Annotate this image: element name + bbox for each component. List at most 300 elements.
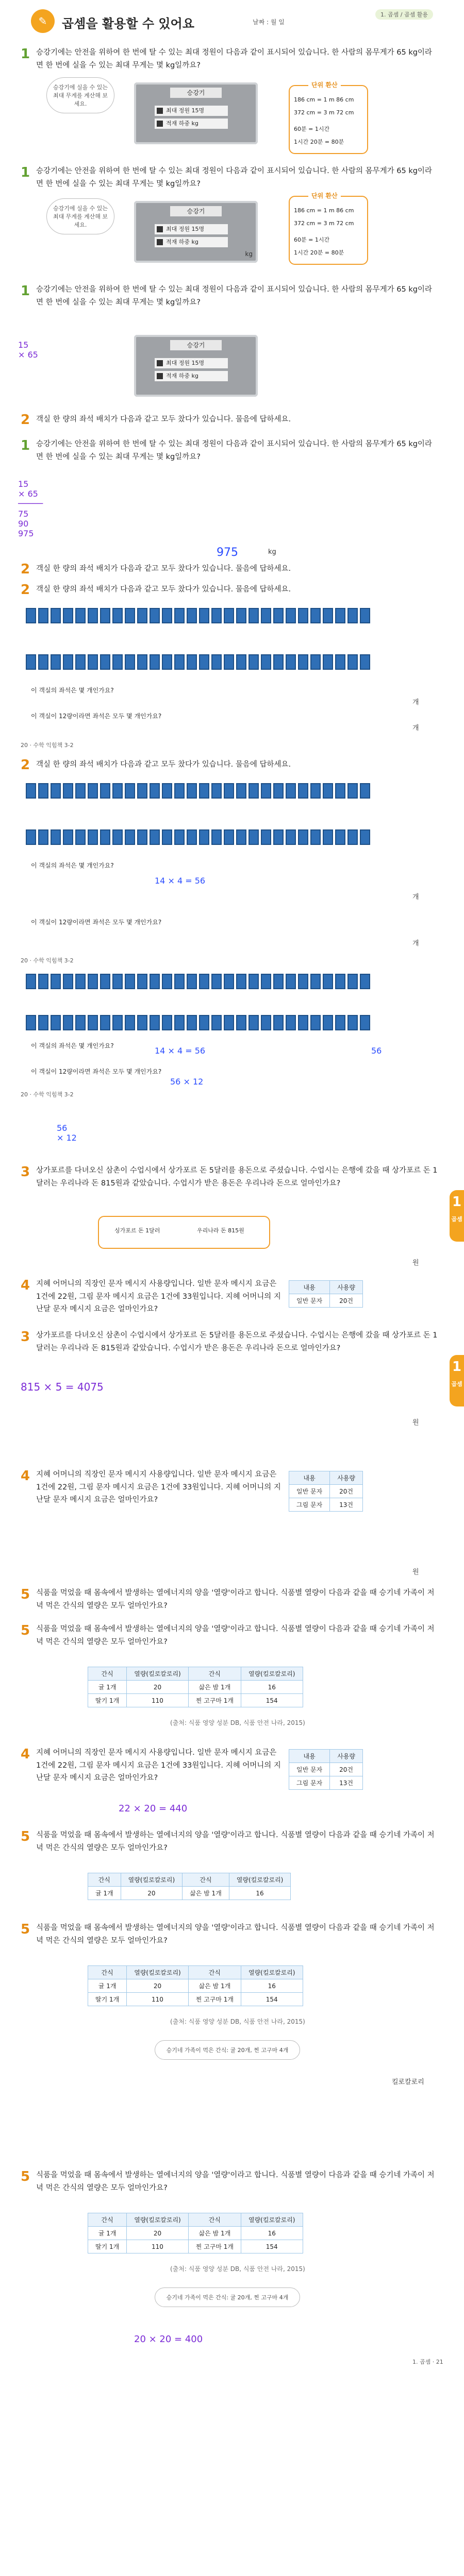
- subquestion-1: 이 객실의 좌석은 몇 개인가요?: [31, 687, 114, 694]
- question-1-number: 1: [21, 438, 30, 453]
- question-1-number-copy: 1: [21, 165, 30, 180]
- hand-line-4: 75: [18, 509, 29, 519]
- capacity-row: 최대 정원 15명: [155, 106, 228, 116]
- seat: [75, 974, 86, 989]
- seat: [38, 1015, 48, 1030]
- cell: 20: [127, 1979, 189, 1993]
- hand-line-5: 90: [18, 518, 29, 529]
- seat: [211, 974, 222, 989]
- seat: [248, 974, 259, 989]
- cell: 딸기 1개: [88, 1694, 127, 1707]
- seat: [26, 608, 36, 623]
- seat: [248, 654, 259, 670]
- seat: [248, 829, 259, 845]
- seat: [261, 654, 271, 670]
- question-5-text: 식품을 먹었을 때 몸속에서 발생하는 열에너지의 양을 '열량'이라고 합니다. 식품별 열량이 다음과 같을 때 승기네 가족이 저녁 먹은 간식의 열량은 모두 얼마인가요?: [36, 1831, 435, 1852]
- seat: [236, 654, 246, 670]
- seat: [187, 654, 197, 670]
- seat: [323, 974, 333, 989]
- seat: [298, 829, 308, 845]
- calorie-table: [88, 1873, 291, 1900]
- seat: [310, 654, 321, 670]
- seat: [100, 608, 110, 623]
- question-1-text: 승강기에는 안전을 위하여 한 번에 탈 수 있는 최대 정원이 다음과 같이 표시되어 있습니다. 한 사람의 몸무게가 65 kg이라면 한 번에 실을 수 있는 최대 무게는 몇 kg일까요?: [36, 440, 432, 461]
- handwriting-currency: 815 × 5 = 4075: [21, 1381, 104, 1393]
- seat: [335, 829, 345, 845]
- conversion-line-1: 186 cm = 1 m 86 cm: [294, 207, 354, 214]
- seat: [199, 608, 209, 623]
- seat: [224, 608, 234, 623]
- chapter-number: 1: [452, 1359, 462, 1375]
- seat: [51, 783, 61, 799]
- capacity-row: 최대 정원 15명: [155, 224, 228, 234]
- seat: [88, 783, 98, 799]
- cell: 20: [127, 1681, 189, 1694]
- seat: [63, 1015, 73, 1030]
- seat: [75, 829, 86, 845]
- seat: [88, 1015, 98, 1030]
- seat: [51, 974, 61, 989]
- question-2-number: 2: [21, 412, 30, 428]
- cell: 귤 1개: [88, 2227, 127, 2240]
- hand-line-2: × 65: [18, 350, 38, 360]
- seat: [150, 1015, 160, 1030]
- header-content: 내용: [289, 1750, 330, 1763]
- subquestion-2: 이 객실이 12량이라면 좌석은 모두 몇 개인가요?: [31, 1068, 162, 1075]
- cell: 16: [241, 1979, 303, 1993]
- seat: [261, 829, 271, 845]
- seat: [100, 783, 110, 799]
- seat: [174, 654, 185, 670]
- seat: [63, 654, 73, 670]
- chapter-label: 곱셈: [451, 1381, 462, 1387]
- seat: [286, 829, 296, 845]
- seat: [211, 654, 222, 670]
- header-snack-2: 간식: [188, 1667, 241, 1681]
- snack-bubble: 승기네 가족이 먹은 간식: 귤 20개, 찐 고구마 4개: [155, 2040, 300, 2060]
- question-1-number: 1: [21, 283, 30, 299]
- capacity-row: 최대 정원 15명: [155, 358, 228, 368]
- question-2-text: 객실 한 량의 좌석 배치가 다음과 같고 모두 찼다가 있습니다. 물음에 답하세요.: [36, 585, 291, 594]
- header-calorie-1: 열량(킬로칼로리): [127, 1667, 189, 1681]
- seat: [347, 608, 358, 623]
- header-usage: 사용량: [330, 1471, 363, 1485]
- seat: [38, 783, 48, 799]
- seat: [335, 783, 345, 799]
- lesson-icon: ✎: [31, 9, 55, 33]
- seat: [211, 829, 222, 845]
- question-4-number: 4: [21, 1747, 30, 1762]
- seat: [137, 829, 147, 845]
- hand-line-1: 15: [18, 340, 29, 350]
- seat-row-bottom: [26, 1015, 370, 1030]
- seat: [360, 1015, 370, 1030]
- question-2-number: 2: [21, 757, 30, 773]
- seat: [26, 829, 36, 845]
- calorie-table: [88, 2213, 303, 2253]
- load-row: 적재 하중 kg: [155, 371, 228, 381]
- seat: [236, 783, 246, 799]
- cell: 110: [127, 2240, 189, 2253]
- question-5-text: 식품을 먹었을 때 몸속에서 발생하는 열에너지의 양을 '열량'이라고 합니다. 식품별 열량이 다음과 같을 때 승기네 가족이 저녁 먹은 간식의 열량은 모두 얼마인가요?: [36, 1589, 435, 1610]
- seat: [88, 974, 98, 989]
- seat: [236, 608, 246, 623]
- cell: 20: [121, 1887, 183, 1900]
- seat: [335, 654, 345, 670]
- question-1-text-copy: 승강기에는 안전을 위하여 한 번에 탈 수 있는 최대 정원이 다음과 같이 표시되어 있습니다. 한 사람의 몸무게가 65 kg이라면 한 번에 실을 수 있는 최대 무게는 몇 kg일까요?: [36, 167, 432, 188]
- seat: [273, 829, 284, 845]
- lesson-header: [31, 9, 433, 33]
- seat-row-bottom: [26, 654, 370, 670]
- row-picture-value: 13건: [330, 1498, 363, 1512]
- seat: [63, 783, 73, 799]
- seat: [286, 608, 296, 623]
- seat: [360, 783, 370, 799]
- seat: [298, 783, 308, 799]
- seat: [100, 654, 110, 670]
- header-snack-1: 간식: [88, 2213, 127, 2227]
- header-calorie-2: 열량(킬로칼로리): [241, 1966, 303, 1979]
- seat: [298, 1015, 308, 1030]
- subquestion-1: 이 객실의 좌석은 몇 개인가요?: [31, 862, 114, 869]
- elevator-plate: [134, 82, 258, 144]
- seat: [162, 829, 172, 845]
- hand-line-1: 15: [18, 479, 29, 489]
- question-3-number: 3: [21, 1164, 30, 1180]
- seat: [347, 974, 358, 989]
- seat-row-top: [26, 783, 370, 799]
- handwriting-seat-calc: 14 × 4 = 56: [155, 1046, 206, 1056]
- panel-6: [0, 752, 464, 969]
- seat: [26, 974, 36, 989]
- seat: [261, 974, 271, 989]
- table-source: (출처: 식품 영양 성분 DB, 식품 안전 나라, 2015): [170, 2018, 305, 2025]
- row-general: 일반 문자: [289, 1294, 330, 1308]
- seat: [310, 783, 321, 799]
- question-4-number: 4: [21, 1278, 30, 1293]
- question-5-number: 5: [21, 1587, 30, 1602]
- cell: 16: [241, 2227, 303, 2240]
- elevator-title: 승강기: [170, 206, 222, 216]
- seat: [112, 1015, 123, 1030]
- question-1-text: 승강기에는 안전을 위하여 한 번에 탈 수 있는 최대 정원이 다음과 같이 표시되어 있습니다. 한 사람의 몸무게가 65 kg이라면 한 번에 실을 수 있는 최대 무게는 몇 kg일까요?: [36, 48, 432, 70]
- seat: [335, 974, 345, 989]
- seat: [323, 829, 333, 845]
- header-snack-1: 간식: [88, 1873, 121, 1887]
- currency-krw: 우리나라 돈 815원: [197, 1227, 244, 1234]
- elevator-plate-copy: [134, 201, 258, 263]
- seat: [187, 608, 197, 623]
- conversion-line-3: 60분 = 1시간: [294, 236, 330, 243]
- seat: [100, 974, 110, 989]
- seat: [298, 974, 308, 989]
- seat: [310, 974, 321, 989]
- seat: [236, 829, 246, 845]
- seat: [261, 608, 271, 623]
- table-source: (출처: 식품 영양 성분 DB, 식품 안전 나라, 2015): [170, 1719, 305, 1726]
- handwriting-seat-calc: 14 × 4 = 56: [155, 876, 206, 886]
- date-field: 날짜 : 월 일: [253, 19, 285, 26]
- cell: 딸기 1개: [88, 1993, 127, 2006]
- seat-row-top: [26, 608, 370, 623]
- subquestion-2-unit: 개: [412, 724, 419, 732]
- seat: [63, 829, 73, 845]
- answer-unit: 원: [412, 1419, 419, 1427]
- chapter-label: 곱셈: [451, 1216, 462, 1223]
- answer-unit: 킬로칼로리: [392, 2078, 424, 2086]
- question-5-text: 식품을 먹었을 때 몸속에서 발생하는 열에너지의 양을 '열량'이라고 합니다. 식품별 열량이 다음과 같을 때 승기네 가족이 저녁 먹은 간식의 열량은 모두 얼마인가요?: [36, 2171, 435, 2192]
- seat: [347, 1015, 358, 1030]
- seat: [224, 829, 234, 845]
- seat: [38, 974, 48, 989]
- handwriting-multiplication: [18, 340, 38, 360]
- panel-1: [0, 0, 464, 155]
- subquestion-1: 이 객실의 좌석은 몇 개인가요?: [31, 1042, 114, 1049]
- calorie-table: [88, 1965, 303, 2006]
- seat: [286, 654, 296, 670]
- panel-15: [0, 2370, 464, 2576]
- cell: 삶은 밤 1개: [188, 1979, 241, 1993]
- seat: [100, 1015, 110, 1030]
- page-number-left: 20 · 수학 익힘책 3-2: [21, 1091, 74, 1098]
- unit-conversion-label: 단위 환산: [308, 80, 341, 89]
- currency-box: [98, 1216, 270, 1249]
- sms-usage-table: [289, 1471, 363, 1512]
- header-content: 내용: [289, 1471, 330, 1485]
- seat: [236, 974, 246, 989]
- row-picture: 그림 문자: [289, 1498, 330, 1512]
- question-5-number: 5: [21, 1623, 30, 1638]
- cell: 16: [229, 1887, 291, 1900]
- row-picture-value: 13건: [330, 1776, 363, 1790]
- page-number-left: 20 · 수학 익힘책 3-2: [21, 742, 74, 749]
- row-general: 일반 문자: [289, 1485, 330, 1498]
- seat: [323, 783, 333, 799]
- seat: [38, 654, 48, 670]
- panel-7: [0, 969, 464, 1103]
- unit-conversion-box: [289, 81, 368, 154]
- seat: [137, 1015, 147, 1030]
- seat: [298, 654, 308, 670]
- seat: [248, 783, 259, 799]
- seat: [273, 654, 284, 670]
- seat: [112, 654, 123, 670]
- seat: [150, 974, 160, 989]
- seat: [125, 783, 135, 799]
- question-2-text: 객실 한 량의 좌석 배치가 다음과 같고 모두 찼다가 있습니다. 물음에 답하세요.: [36, 415, 291, 423]
- question-4-text: 지혜 어머니의 직장인 문자 메시지 사용량입니다. 일반 문자 메시지 요금은 1건에 22원, 그림 문자 메시지 요금은 1건에 33원입니다. 지혜 어머니의 지난달 문자 메시지 요금은 얼마인가요?: [36, 1749, 281, 1783]
- question-2-text: 객실 한 량의 좌석 배치가 다음과 같고 모두 찼다가 있습니다. 물음에 답하세요.: [36, 565, 291, 573]
- seat: [224, 974, 234, 989]
- header-calorie-1: 열량(킬로칼로리): [127, 1966, 189, 1979]
- conversion-line-4: 1시간 20분 = 80분: [294, 139, 344, 145]
- seat: [174, 1015, 185, 1030]
- seat: [162, 783, 172, 799]
- cell: 154: [241, 1993, 303, 2006]
- seat: [112, 608, 123, 623]
- seat: [125, 974, 135, 989]
- panel-3: [0, 278, 464, 433]
- cell: 귤 1개: [88, 1887, 121, 1900]
- cell: 110: [127, 1694, 189, 1707]
- cell: 딸기 1개: [88, 2240, 127, 2253]
- seat: [26, 1015, 36, 1030]
- chapter-side-tab: [450, 1190, 464, 1242]
- seat: [125, 608, 135, 623]
- handwriting-total-calc: 56 × 12: [170, 1077, 204, 1087]
- seat-row-bottom: [26, 829, 370, 845]
- question-1-text: 승강기에는 안전을 위하여 한 번에 탈 수 있는 최대 정원이 다음과 같이 표시되어 있습니다. 한 사람의 몸무게가 65 kg이라면 한 번에 실을 수 있는 최대 무게는 몇 kg일까요?: [36, 285, 432, 307]
- seat: [199, 654, 209, 670]
- seat: [150, 829, 160, 845]
- row-picture: 그림 문자: [289, 1776, 330, 1790]
- question-5-number: 5: [21, 1922, 30, 1937]
- panel-13: [0, 1917, 464, 2164]
- cell: 귤 1개: [88, 1979, 127, 1993]
- seat: [75, 608, 86, 623]
- header-calorie-1: 열량(킬로칼로리): [127, 2213, 189, 2227]
- seat: [199, 829, 209, 845]
- seat: [335, 608, 345, 623]
- load-row: 적재 하중 kg: [155, 237, 228, 247]
- seat: [310, 829, 321, 845]
- subquestion-2: 이 객실이 12량이라면 좌석은 모두 몇 개인가요?: [31, 919, 162, 926]
- seat: [199, 783, 209, 799]
- cell: 20: [127, 2227, 189, 2240]
- seat: [88, 654, 98, 670]
- header-calorie-1: 열량(킬로칼로리): [121, 1873, 183, 1887]
- seat: [162, 974, 172, 989]
- hint-bubble-copy: 승강기에 실을 수 있는 최대 무게를 계산해 보세요.: [46, 198, 114, 234]
- seat: [125, 1015, 135, 1030]
- seat: [211, 608, 222, 623]
- question-5-number: 5: [21, 1829, 30, 1844]
- seat: [51, 654, 61, 670]
- seat: [273, 608, 284, 623]
- cell: 찐 고구마 1개: [188, 1993, 241, 2006]
- seat: [150, 608, 160, 623]
- seat: [335, 1015, 345, 1030]
- hand-line-3: ─────: [18, 499, 43, 509]
- seat: [63, 974, 73, 989]
- seat: [75, 654, 86, 670]
- seat: [187, 1015, 197, 1030]
- unit-label: kg: [245, 250, 253, 258]
- header-content: 내용: [289, 1281, 330, 1294]
- seat: [286, 1015, 296, 1030]
- cell: 110: [127, 1993, 189, 2006]
- seat: [248, 1015, 259, 1030]
- panel-4: [0, 433, 464, 578]
- snack-bubble: 승기네 가족이 먹은 간식: 귤 20개, 찐 고구마 4개: [155, 2287, 300, 2307]
- question-2-text: 객실 한 량의 좌석 배치가 다음과 같고 모두 찼다가 있습니다. 물음에 답하세요.: [36, 760, 291, 769]
- seat: [323, 654, 333, 670]
- seat: [310, 608, 321, 623]
- seat: [162, 654, 172, 670]
- header-snack-2: 간식: [188, 2213, 241, 2227]
- question-3-number: 3: [21, 1329, 30, 1345]
- seat: [38, 608, 48, 623]
- seat: [261, 1015, 271, 1030]
- seat: [137, 974, 147, 989]
- header-usage: 사용량: [330, 1750, 363, 1763]
- seat: [51, 829, 61, 845]
- conversion-line-2: 372 cm = 3 m 72 cm: [294, 220, 354, 227]
- sms-usage-table: [289, 1280, 363, 1308]
- question-3-text: 상가포르를 다녀오신 삼촌이 수업시에서 상가포르 돈 5달러를 용돈으로 주셨습니다. 수업시는 은행에 갔을 때 상가포르 돈 1달러는 우리나라 돈 815원과 같았습니다. 수업시가 받은 용돈은 우리나라 돈으로 얼마인가요?: [36, 1331, 438, 1352]
- handwriting-column: 56 × 12: [57, 1123, 77, 1143]
- cell: 154: [241, 1694, 303, 1707]
- seat: [236, 1015, 246, 1030]
- elevator-title: 승강기: [170, 340, 222, 350]
- chapter-side-tab: [450, 1355, 464, 1406]
- panel-9: [0, 1324, 464, 1464]
- seat: [137, 654, 147, 670]
- seat: [199, 974, 209, 989]
- question-5-number: 5: [21, 2169, 30, 2184]
- seat: [347, 783, 358, 799]
- question-1-number: 1: [21, 46, 30, 62]
- cell: 삶은 밤 1개: [188, 2227, 241, 2240]
- seat: [125, 829, 135, 845]
- seat: [174, 783, 185, 799]
- header-calorie-2: 열량(킬로칼로리): [229, 1873, 291, 1887]
- subquestion-2: 이 객실이 12량이라면 좌석은 모두 몇 개인가요?: [31, 713, 162, 720]
- cell: 삶은 밤 1개: [183, 1887, 229, 1900]
- cell: 154: [241, 2240, 303, 2253]
- header-snack-2: 간식: [188, 1966, 241, 1979]
- hand-line-2: × 65: [18, 489, 38, 499]
- unit-tag: 1. 곱셈 / 곱셈 활용: [375, 9, 433, 20]
- row-general-value: 20건: [330, 1294, 363, 1308]
- seat: [150, 654, 160, 670]
- seat: [26, 783, 36, 799]
- seat: [199, 1015, 209, 1030]
- seat: [174, 829, 185, 845]
- seat: [360, 829, 370, 845]
- seat: [112, 783, 123, 799]
- header-calorie-2: 열량(킬로칼로리): [241, 2213, 303, 2227]
- seat: [360, 974, 370, 989]
- row-general-value: 20건: [330, 1485, 363, 1498]
- question-4-text: 지혜 어머니의 직장인 문자 메시지 사용량입니다. 일반 문자 메시지 요금은 1건에 22원, 그림 문자 메시지 요금은 1건에 33원입니다. 지혜 어머니의 지난달 문자 메시지 요금은 얼마인가요?: [36, 1470, 281, 1504]
- header-usage: 사용량: [330, 1281, 363, 1294]
- seat: [75, 783, 86, 799]
- cell: 찐 고구마 1개: [188, 2240, 241, 2253]
- seat: [224, 654, 234, 670]
- seat: [187, 829, 197, 845]
- header-snack-2: 간식: [183, 1873, 229, 1887]
- question-2-number: 2: [21, 582, 30, 598]
- seat: [38, 829, 48, 845]
- seat: [224, 1015, 234, 1030]
- seat: [286, 783, 296, 799]
- panel-11: [0, 1618, 464, 1742]
- row-general: 일반 문자: [289, 1763, 330, 1776]
- unit-conversion-box-copy: [289, 192, 368, 265]
- question-4-number: 4: [21, 1468, 30, 1484]
- row-general-value: 20건: [330, 1763, 363, 1776]
- seat: [112, 829, 123, 845]
- seat: [211, 1015, 222, 1030]
- question-4-text: 지혜 어머니의 직장인 문자 메시지 사용량입니다. 일반 문자 메시지 요금은 1건에 22원, 그림 문자 메시지 요금은 1건에 33원입니다. 지혜 어머니의 지난달 문자 메시지 요금은 얼마인가요?: [36, 1280, 281, 1314]
- question-5-text: 식품을 먹었을 때 몸속에서 발생하는 열에너지의 양을 '열량'이라고 합니다. 식품별 열량이 다음과 같을 때 승기네 가족이 저녁 먹은 간식의 열량은 모두 얼마인가요?: [36, 1924, 435, 1945]
- header-calorie-2: 열량(킬로칼로리): [241, 1667, 303, 1681]
- subquestion-2-unit: 개: [412, 940, 419, 947]
- handwriting-calorie: 20 × 20 = 400: [134, 2334, 203, 2345]
- handwriting-sms: 22 × 20 = 440: [119, 1803, 188, 1814]
- subquestion-1-unit: 개: [412, 893, 419, 901]
